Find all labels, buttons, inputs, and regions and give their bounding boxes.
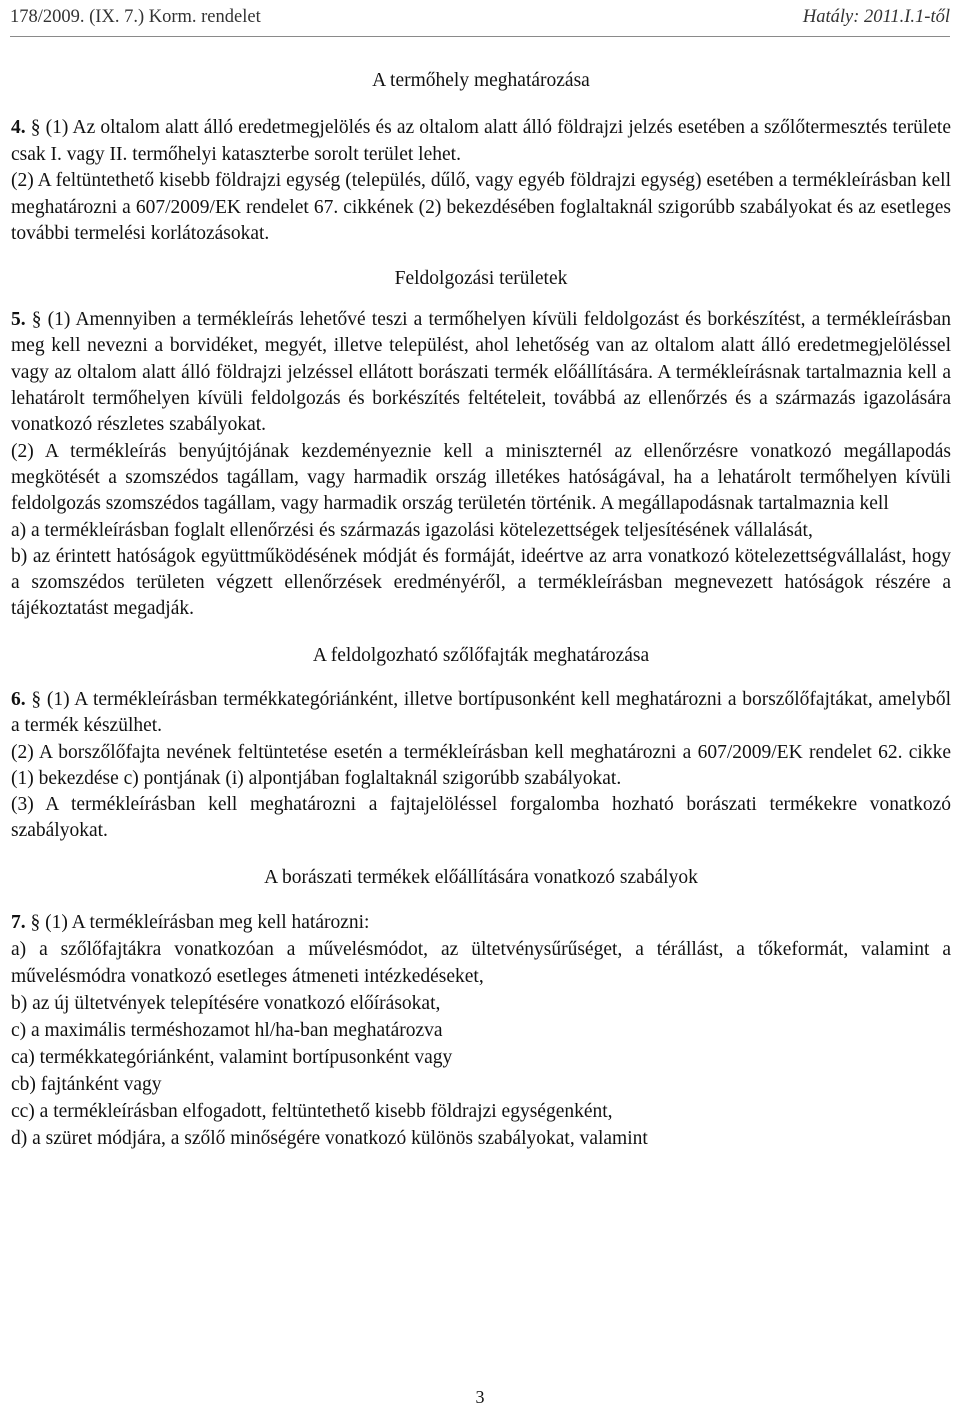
section-title-7: A borászati termékek előállítására vonatkozó szabályok xyxy=(264,866,698,888)
paragraph-text: (1) Amennyiben a termékleírás lehetővé teszi a termőhelyen kívüli feldolgozást és borkészítést, a termékleírásban meg kell nevezni a borvidéket, megyét, illetve települést, ahol lehetőség van az oltalom alatt álló eredetmegjelöléssel vagy az oltalom alatt álló földrajzi jelzéssel ellátott borászati termék előállítására. A termékleírásnak tartalmaznia kell a lehatárolt termőhelyen kívüli feldolgozás és borkészítés feltételeit, továbbá az ellenőrzés és a származás igazolására vonatkozó részletes szabályokat. xyxy=(11,309,951,436)
paragraph xyxy=(11,687,951,740)
section-title-6: A feldolgozható szőlőfajták meghatározása xyxy=(312,644,650,666)
section-4 xyxy=(11,115,951,248)
list-item: cc) a termékleírásban elfogadott, feltüntethető kisebb földrajzi egységenként, xyxy=(11,1101,613,1123)
section-number: 4. xyxy=(11,117,26,139)
list-item: c) a maximális terméshozamot hl/ha-ban meghatározva xyxy=(11,1020,443,1042)
header-effective-date: Hatály: 2011.I.1-től xyxy=(802,7,950,27)
paragraph: (2) A feltüntethető kisebb földrajzi egység (település, dűlő, vagy egyéb földrajzi egység) esetében a termékleírásban kell meghatározni a 607/2009/EK rendelet 67. cikkének (2) bekezdésében foglaltaknál szigorúbb szabályokat és az esetleges további termelési korlátozásokat. xyxy=(11,170,951,245)
paragraph-text: (1) A termékleírásban meg kell határozni: xyxy=(40,912,370,934)
paragraph: (2) A termékleírás benyújtójának kezdeményeznie kell a miniszternél az ellenőrzésre vonatkozó megállapodás megkötését a szomszédos tagállam, vagy harmadik ország illetékes hatóságával, ha a lehatárolt termőhelyen kívüli feldolgozás szomszédos tagállam, vagy harmadik ország területén történik. A megállapodásnak tartalmaznia kell xyxy=(11,440,951,515)
page-header xyxy=(10,0,950,37)
list-item: cb) fajtánként vagy xyxy=(11,1074,162,1096)
paragraph: (3) A termékleírásban kell meghatározni a fajtajelöléssel forgalomba hozható borászati termékekre vonatkozó szabályokat. xyxy=(11,794,951,842)
section-sign: § xyxy=(30,117,41,139)
list-item: a) a szőlőfajtákra vonatkozóan a művelésmódot, az ültetvénysűrűséget, a térállást, a tőkeformát, valamint a művelésmódra vonatkozó esetleges átmeneti intézkedéseket, xyxy=(11,939,951,988)
section-sign: § xyxy=(31,309,42,331)
list-item: a) a termékleírásban foglalt ellenőrzési és származás igazolási kötelezettségek teljesítésének vállalását, xyxy=(11,519,813,541)
list-item: b) az érintett hatóságok együttműködésének módját és formáját, ideértve az arra vonatkozó kötelezettségvállalást, hogy a szomszédos területen végzett ellenőrzések eredményéről, a termékleírásban megnevezett hatóságok részére a tájékoztatást megadják. xyxy=(11,545,951,620)
header-act-reference: 178/2009. (IX. 7.) Korm. rendelet xyxy=(10,7,261,27)
section-title-5: Feldolgozási területek xyxy=(394,267,568,289)
section-6 xyxy=(11,687,951,845)
section-title-4: A termőhely meghatározása xyxy=(372,70,590,91)
section-5 xyxy=(11,307,951,623)
section-number: 7. xyxy=(11,912,26,934)
section-7 xyxy=(11,909,951,1152)
section-number: 6. xyxy=(11,689,26,710)
section-sign: § xyxy=(30,912,41,934)
paragraph xyxy=(11,115,951,168)
document-body xyxy=(11,68,951,1152)
list-item: ca) termékkategóriánként, valamint bortípusonként vagy xyxy=(11,1047,453,1069)
paragraph xyxy=(11,307,951,438)
paragraph-text: (1) A termékleírásban termékkategóriánként, illetve bortípusonként kell meghatározni a borszőlőfajtákat, amelyből a termék készülhet. xyxy=(11,689,951,737)
list-item: d) a szüret módjára, a szőlő minőségére vonatkozó különös szabályokat, valamint xyxy=(11,1128,648,1150)
paragraph xyxy=(11,909,951,936)
page-number: 3 xyxy=(475,1387,485,1407)
paragraph-text: (1) Az oltalom alatt álló eredetmegjelölés és az oltalom alatt álló földrajzi jelzés esetében a szőlőtermesztés területe csak I. vagy II. termőhelyi kataszterbe sorolt terület lehet. xyxy=(11,117,952,165)
section-number: 5. xyxy=(11,309,26,331)
section-sign: § xyxy=(31,689,42,710)
paragraph: (2) A borszőlőfajta nevének feltüntetése esetén a termékleírásban kell meghatározni a 607/2009/EK rendelet 62. cikke (1) bekezdése c) pontjának (i) alpontjában foglaltaknál szigorúbb szabályokat. xyxy=(11,741,951,789)
list-item: b) az új ültetvények telepítésére vonatkozó előírásokat, xyxy=(11,993,441,1015)
